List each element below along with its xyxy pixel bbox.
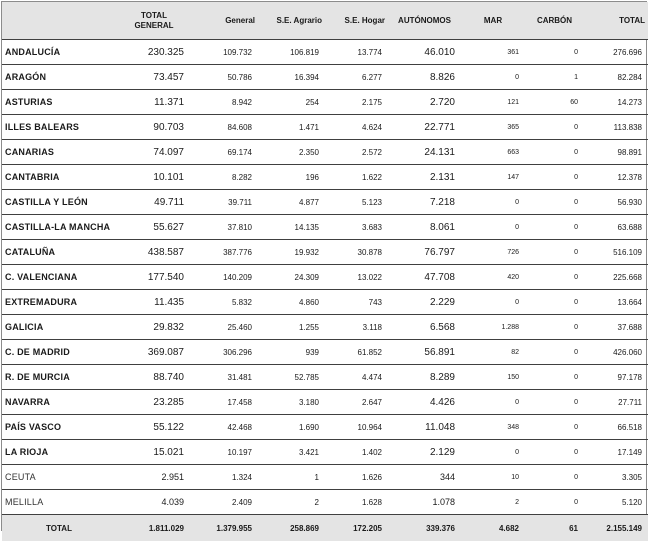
cell-se-hogar: 4.474: [325, 365, 388, 390]
cell-carbon: 0: [525, 390, 584, 415]
cell-autonomos: 76.797: [388, 240, 461, 265]
cell-total-general: 49.711: [118, 190, 190, 215]
cell-mar: 365: [461, 115, 525, 140]
footer-label: TOTAL: [2, 515, 118, 541]
cell-general: 50.786: [190, 65, 258, 90]
header-general: General: [190, 2, 258, 40]
cell-se-agrario: 3.180: [258, 390, 325, 415]
cell-total: 516.109: [584, 240, 648, 265]
header-row: [2, 2, 648, 40]
cell-total-general: 230.325: [118, 40, 190, 65]
table-row: [2, 340, 648, 365]
cell-mar: 420: [461, 265, 525, 290]
cell-se-hogar: 2.647: [325, 390, 388, 415]
cell-se-agrario: 196: [258, 165, 325, 190]
cell-name: CASTILLA-LA MANCHA: [2, 215, 118, 240]
cell-carbon: 0: [525, 165, 584, 190]
cell-se-agrario: 939: [258, 340, 325, 365]
cell-name: GALICIA: [2, 315, 118, 340]
cell-se-agrario: 3.421: [258, 440, 325, 465]
cell-total-general: 10.101: [118, 165, 190, 190]
cell-name: ASTURIAS: [2, 90, 118, 115]
cell-se-hogar: 61.852: [325, 340, 388, 365]
footer-total: 2.155.149: [584, 515, 648, 541]
cell-total-general: 11.435: [118, 290, 190, 315]
table-row: [2, 415, 648, 440]
table-row: [2, 115, 648, 140]
cell-general: 8.942: [190, 90, 258, 115]
cell-name: EXTREMADURA: [2, 290, 118, 315]
cell-se-hogar: 5.123: [325, 190, 388, 215]
cell-total-general: 4.039: [118, 490, 190, 515]
cell-se-agrario: 14.135: [258, 215, 325, 240]
cell-total-general: 2.951: [118, 465, 190, 490]
cell-carbon: 0: [525, 40, 584, 65]
cell-mar: 121: [461, 90, 525, 115]
cell-mar: 0: [461, 215, 525, 240]
cell-carbon: 0: [525, 415, 584, 440]
cell-se-hogar: 4.624: [325, 115, 388, 140]
cell-total: 13.664: [584, 290, 648, 315]
cell-total: 56.930: [584, 190, 648, 215]
cell-autonomos: 24.131: [388, 140, 461, 165]
cell-total-general: 369.087: [118, 340, 190, 365]
cell-se-agrario: 1.690: [258, 415, 325, 440]
cell-total-general: 88.740: [118, 365, 190, 390]
header-total: TOTAL: [584, 2, 648, 40]
cell-mar: 361: [461, 40, 525, 65]
cell-total: 17.149: [584, 440, 648, 465]
cell-se-hogar: 6.277: [325, 65, 388, 90]
cell-se-agrario: 1.471: [258, 115, 325, 140]
header-autonomos: AUTÓNOMOS: [388, 2, 461, 40]
table-body: [2, 40, 648, 515]
cell-se-hogar: 13.774: [325, 40, 388, 65]
cell-mar: 0: [461, 190, 525, 215]
cell-name: C. DE MADRID: [2, 340, 118, 365]
cell-autonomos: 1.078: [388, 490, 461, 515]
cell-carbon: 0: [525, 465, 584, 490]
cell-se-hogar: 1.628: [325, 490, 388, 515]
cell-name: CEUTA: [2, 465, 118, 490]
cell-autonomos: 2.720: [388, 90, 461, 115]
cell-general: 84.608: [190, 115, 258, 140]
cell-total-general: 15.021: [118, 440, 190, 465]
cell-total: 5.120: [584, 490, 648, 515]
header-se-hogar: S.E. Hogar: [325, 2, 388, 40]
cell-carbon: 0: [525, 490, 584, 515]
cell-total: 113.838: [584, 115, 648, 140]
cell-total-general: 23.285: [118, 390, 190, 415]
table-row: [2, 290, 648, 315]
cell-name: LA RIOJA: [2, 440, 118, 465]
data-table-frame: [1, 1, 647, 531]
table-row: [2, 40, 648, 65]
cell-name: R. DE MURCIA: [2, 365, 118, 390]
header-mar: MAR: [461, 2, 525, 40]
table-row: [2, 240, 648, 265]
table-header: [2, 2, 648, 40]
table-row: [2, 490, 648, 515]
footer-carbon: 61: [525, 515, 584, 541]
cell-general: 17.458: [190, 390, 258, 415]
cell-se-hogar: 2.572: [325, 140, 388, 165]
table-row: [2, 365, 648, 390]
table-row: [2, 265, 648, 290]
cell-total-general: 177.540: [118, 265, 190, 290]
cell-se-hogar: 13.022: [325, 265, 388, 290]
footer-general: 1.379.955: [190, 515, 258, 541]
cell-general: 10.197: [190, 440, 258, 465]
cell-autonomos: 56.891: [388, 340, 461, 365]
cell-total: 426.060: [584, 340, 648, 365]
cell-mar: 0: [461, 390, 525, 415]
cell-general: 37.810: [190, 215, 258, 240]
cell-mar: 10: [461, 465, 525, 490]
cell-autonomos: 22.771: [388, 115, 461, 140]
cell-se-hogar: 743: [325, 290, 388, 315]
table-row: [2, 140, 648, 165]
cell-name: ANDALUCÍA: [2, 40, 118, 65]
afiliados-table: [2, 2, 648, 541]
cell-se-hogar: 2.175: [325, 90, 388, 115]
cell-autonomos: 47.708: [388, 265, 461, 290]
cell-total-general: 73.457: [118, 65, 190, 90]
cell-se-agrario: 4.877: [258, 190, 325, 215]
cell-general: 31.481: [190, 365, 258, 390]
cell-general: 25.460: [190, 315, 258, 340]
footer-se-agrario: 258.869: [258, 515, 325, 541]
cell-carbon: 0: [525, 315, 584, 340]
cell-se-agrario: 2: [258, 490, 325, 515]
table-row: [2, 65, 648, 90]
cell-carbon: 0: [525, 290, 584, 315]
cell-carbon: 0: [525, 140, 584, 165]
cell-carbon: 0: [525, 115, 584, 140]
cell-total: 66.518: [584, 415, 648, 440]
cell-mar: 0: [461, 440, 525, 465]
table-row: [2, 190, 648, 215]
table-row: [2, 215, 648, 240]
cell-total: 82.284: [584, 65, 648, 90]
cell-se-hogar: 10.964: [325, 415, 388, 440]
cell-general: 109.732: [190, 40, 258, 65]
cell-se-agrario: 106.819: [258, 40, 325, 65]
cell-se-hogar: 30.878: [325, 240, 388, 265]
cell-name: CANARIAS: [2, 140, 118, 165]
cell-se-agrario: 24.309: [258, 265, 325, 290]
cell-name: CANTABRIA: [2, 165, 118, 190]
cell-total-general: 55.122: [118, 415, 190, 440]
cell-general: 69.174: [190, 140, 258, 165]
cell-general: 387.776: [190, 240, 258, 265]
cell-autonomos: 8.826: [388, 65, 461, 90]
cell-se-agrario: 254: [258, 90, 325, 115]
cell-general: 39.711: [190, 190, 258, 215]
cell-autonomos: 344: [388, 465, 461, 490]
cell-total-general: 90.703: [118, 115, 190, 140]
table-footer: [2, 515, 648, 541]
header-total-general: TOTAL GENERAL: [118, 2, 190, 40]
cell-se-hogar: 1.626: [325, 465, 388, 490]
table-row: [2, 440, 648, 465]
header-carbon: CARBÓN: [525, 2, 584, 40]
cell-total: 3.305: [584, 465, 648, 490]
cell-se-hogar: 1.622: [325, 165, 388, 190]
cell-name: ARAGÓN: [2, 65, 118, 90]
cell-se-agrario: 2.350: [258, 140, 325, 165]
table-row: [2, 165, 648, 190]
cell-mar: 2: [461, 490, 525, 515]
cell-se-agrario: 52.785: [258, 365, 325, 390]
cell-se-agrario: 1.255: [258, 315, 325, 340]
total-row: [2, 515, 648, 541]
cell-se-agrario: 16.394: [258, 65, 325, 90]
header-name: [2, 2, 118, 40]
cell-carbon: 0: [525, 240, 584, 265]
cell-total-general: 11.371: [118, 90, 190, 115]
cell-carbon: 0: [525, 265, 584, 290]
cell-autonomos: 46.010: [388, 40, 461, 65]
cell-carbon: 60: [525, 90, 584, 115]
cell-autonomos: 8.289: [388, 365, 461, 390]
cell-general: 42.468: [190, 415, 258, 440]
cell-general: 140.209: [190, 265, 258, 290]
cell-total-general: 438.587: [118, 240, 190, 265]
cell-mar: 147: [461, 165, 525, 190]
cell-total-general: 74.097: [118, 140, 190, 165]
cell-autonomos: 6.568: [388, 315, 461, 340]
cell-se-agrario: 1: [258, 465, 325, 490]
footer-mar: 4.682: [461, 515, 525, 541]
cell-se-hogar: 3.118: [325, 315, 388, 340]
table-row: [2, 465, 648, 490]
cell-total: 276.696: [584, 40, 648, 65]
cell-se-hogar: 3.683: [325, 215, 388, 240]
cell-total: 63.688: [584, 215, 648, 240]
cell-mar: 150: [461, 365, 525, 390]
footer-se-hogar: 172.205: [325, 515, 388, 541]
cell-name: CASTILLA Y LEÓN: [2, 190, 118, 215]
cell-name: NAVARRA: [2, 390, 118, 415]
cell-mar: 726: [461, 240, 525, 265]
cell-autonomos: 11.048: [388, 415, 461, 440]
cell-carbon: 0: [525, 190, 584, 215]
cell-total: 225.668: [584, 265, 648, 290]
cell-total: 98.891: [584, 140, 648, 165]
cell-carbon: 0: [525, 215, 584, 240]
cell-carbon: 0: [525, 365, 584, 390]
cell-general: 306.296: [190, 340, 258, 365]
cell-name: ILLES BALEARS: [2, 115, 118, 140]
table-row: [2, 90, 648, 115]
cell-autonomos: 4.426: [388, 390, 461, 415]
cell-name: PAÍS VASCO: [2, 415, 118, 440]
cell-se-agrario: 19.932: [258, 240, 325, 265]
cell-total-general: 55.627: [118, 215, 190, 240]
cell-carbon: 0: [525, 340, 584, 365]
cell-general: 5.832: [190, 290, 258, 315]
cell-mar: 348: [461, 415, 525, 440]
footer-autonomos: 339.376: [388, 515, 461, 541]
cell-general: 8.282: [190, 165, 258, 190]
cell-total: 12.378: [584, 165, 648, 190]
cell-mar: 0: [461, 290, 525, 315]
cell-mar: 0: [461, 65, 525, 90]
cell-autonomos: 7.218: [388, 190, 461, 215]
cell-se-hogar: 1.402: [325, 440, 388, 465]
header-se-agrario: S.E. Agrario: [258, 2, 325, 40]
cell-autonomos: 8.061: [388, 215, 461, 240]
cell-total: 14.273: [584, 90, 648, 115]
cell-total: 97.178: [584, 365, 648, 390]
cell-mar: 663: [461, 140, 525, 165]
cell-general: 2.409: [190, 490, 258, 515]
cell-autonomos: 2.129: [388, 440, 461, 465]
cell-name: C. VALENCIANA: [2, 265, 118, 290]
cell-mar: 82: [461, 340, 525, 365]
cell-name: CATALUÑA: [2, 240, 118, 265]
cell-autonomos: 2.229: [388, 290, 461, 315]
table-row: [2, 390, 648, 415]
footer-total-general: 1.811.029: [118, 515, 190, 541]
cell-name: MELILLA: [2, 490, 118, 515]
cell-se-agrario: 4.860: [258, 290, 325, 315]
cell-carbon: 0: [525, 440, 584, 465]
cell-total: 27.711: [584, 390, 648, 415]
table-row: [2, 315, 648, 340]
cell-general: 1.324: [190, 465, 258, 490]
cell-autonomos: 2.131: [388, 165, 461, 190]
cell-total-general: 29.832: [118, 315, 190, 340]
cell-carbon: 1: [525, 65, 584, 90]
cell-total: 37.688: [584, 315, 648, 340]
cell-mar: 1.288: [461, 315, 525, 340]
